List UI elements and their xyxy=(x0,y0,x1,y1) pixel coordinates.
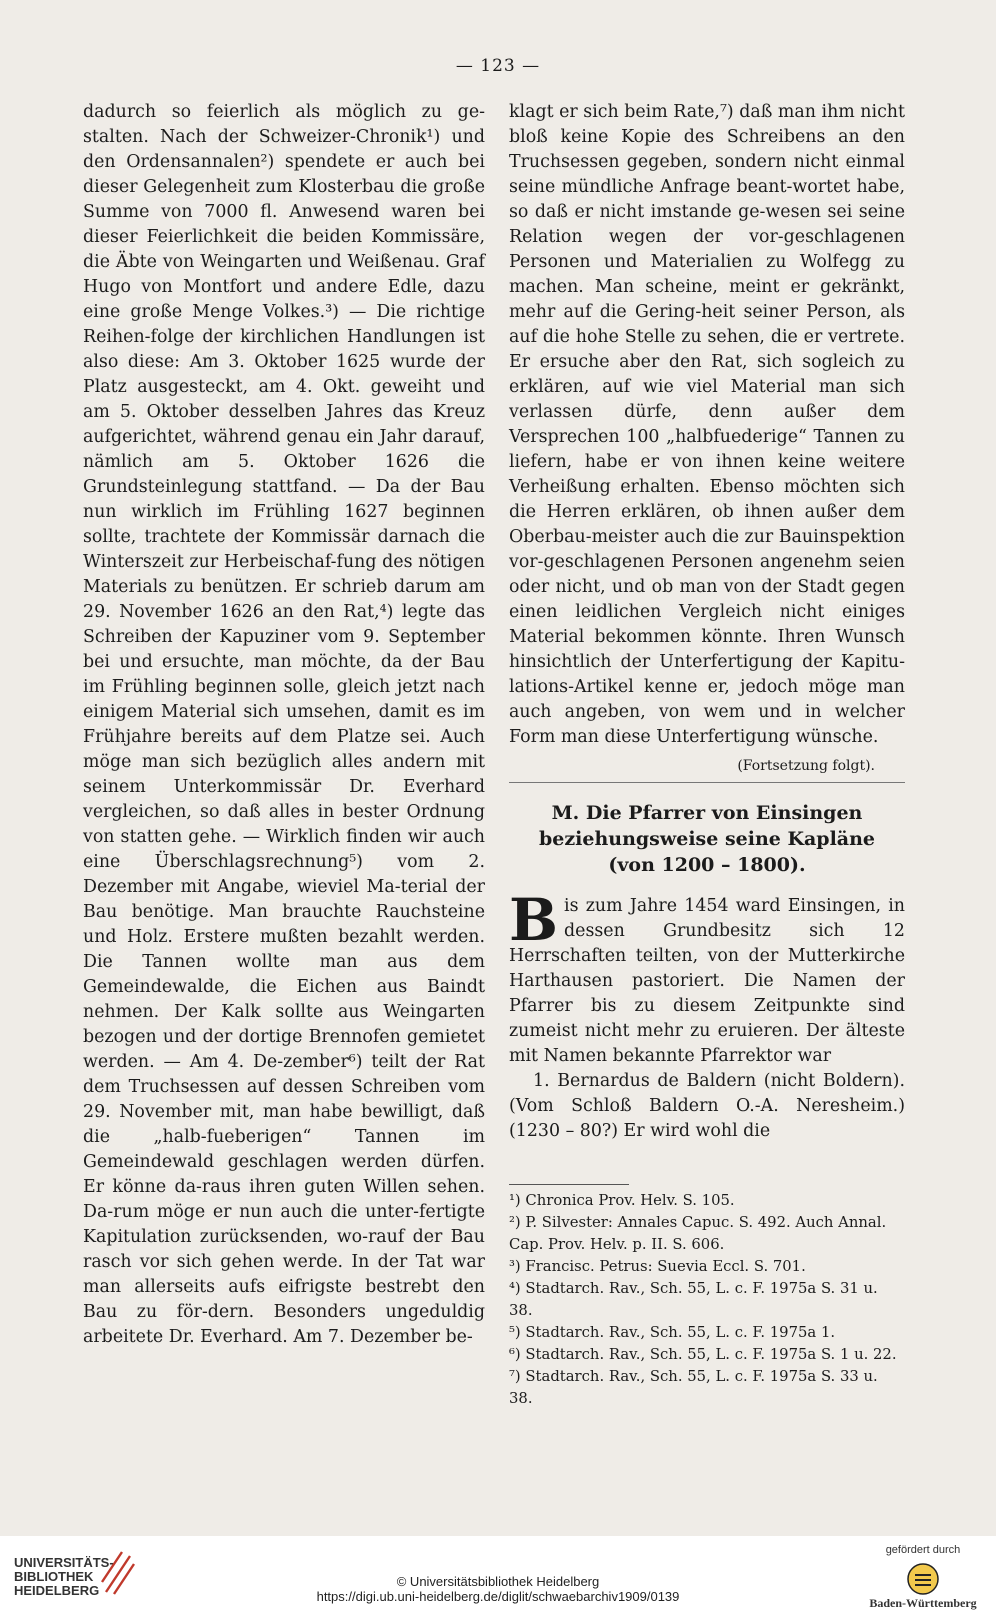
footnote-1: ¹) Chronica Prov. Helv. S. 105. xyxy=(509,1192,735,1209)
footnote-rule xyxy=(509,1184,629,1185)
sponsor-block[interactable] xyxy=(868,1544,978,1611)
footnotes xyxy=(509,1190,905,1410)
page-number: — 123 — xyxy=(455,56,541,76)
viewer-footer xyxy=(0,1536,996,1608)
continued-note: (Fortsetzung folgt). xyxy=(737,758,875,774)
drop-cap-initial: B xyxy=(509,886,559,954)
sponsor-name: Baden-Württemberg xyxy=(869,1596,977,1610)
right-column-text: klagt er sich beim Rate,⁷) daß man ihm nicht bloß keine Kopie des Schreibens an den Truchsessen gegeben, sondern nicht einmal seine mündliche Anfrage beant-wortet habe, so daß er nicht imstande ge-wesen sei seine Relation wegen der vor-geschlagenen Personen und Materialien zu Wolfegg zu machen. Man scheine, meint er gekränkt, mehr auf die Gering-heit seiner Person, als auf die hohe Stelle zu sehen, die er vertrete. Er ersuche aber den Rat, sich sogleich zu erklären, auf wie viel Material man sich verlassen dürfe, denn außer dem Versprechen 100 „halbfuederige“ Tannen zu liefern, habe er von ihnen keine weitere Verheißung erhalten. Ebenso möchten sich die Herren erklären, ob ihnen außer dem Oberbau-meister auch die zur Bauinspektion vor-geschlagenen Personen angenehm seien oder nicht, und ob man von der Stadt gegen einen leidlichen Vergleich nicht einiges Material bekommen könnte. Ihren Wunsch hinsichtlich der Unterfertigung der Kapitu-lations-Artikel kenne er, jedoch möge man auch angeben, von wem und in welcher Form man diese Unterfertigung wünsche. xyxy=(509,102,905,747)
sponsor-label: gefördert durch xyxy=(885,1544,961,1556)
coat-of-arms-icon xyxy=(906,1562,940,1596)
library-name-line-3: HEIDELBERG xyxy=(14,1583,100,1598)
section-intro-text: is zum Jahre 1454 ward Einsingen, in dessen Grundbesitz sich 12 Herrschaften teilten, von der Mutterkirche Harthausen pastoriert. Die Namen der Pfarrer bis zu diesem Zeitpunkte sind zumeist nicht mehr zu eruieren. Der älteste mit Namen bekannte Pfarrektor war xyxy=(509,896,905,1066)
footnote-6: ⁶) Stadtarch. Rav., Sch. 55, L. c. F. 1975a S. 1 u. 22. xyxy=(509,1346,897,1363)
section-title-line-1: M. Die Pfarrer von Einsingen xyxy=(551,802,863,824)
footnote-7: ⁷) Stadtarch. Rav., Sch. 55, L. c. F. 1975a S. 33 u. 38. xyxy=(509,1368,878,1407)
library-name-line-2: BIBLIOTHEK xyxy=(14,1569,94,1584)
left-column-text: dadurch so feierlich als möglich zu ge-stalten. Nach der Schweizer-Chronik¹) und den Ordensannalen²) spendete er auch bei dieser Gelegenheit zum Klosterbau die große Summe von 7000 fl. Anwesend waren bei dieser Feierlichkeit die beiden Kommissäre, die Äbte von Weingarten und Weißenau. Graf Hugo von Montfort und andere Edle, dazu eine große Menge Volkes.³) — Die richtige Reihen-folge der kirchlichen Handlungen ist also diese: Am 3. Oktober 1625 wurde der Platz ausgesteckt, am 4. Okt. geweiht und am 5. Oktober desselben Jahres das Kreuz aufgerichtet, während genau ein Jahr darauf, nämlich am 5. Oktober 1626 die Grundsteinlegung stattfand. — Da der Bau nun wirklich im Frühling 1627 beginnen sollte, trachtete der Kommissär darnach die Winterszeit zur Herbeischaf-fung des nötigen Materials zu benützen. Er schrieb darum am 29. November 1626 an den Rat,⁴) legte das Schreiben der Kapuziner vom 9. September bei und ersuchte, man möchte, da der Bau im Frühling beginnen solle, gleich jetzt nach einigem Material sich umsehen, damit es im Frühjahre bereits auf dem Platze sei. Auch möge man sich bezüglich alles andern mit seinem Unterkommissär Dr. Everhard vergleichen, so daß alles in bester Ordnung von statten gehe. — Wirklich finden wir auch eine Überschlagsrechnung⁵) vom 2. Dezember mit Angabe, wieviel Ma-terial der Bau benötige. Man brauchte Rauchsteine und Holz. Erstere mußten bezahlt werden. Die Tannen wollte man aus dem Gemeindewalde, die Eichen aus Baindt nehmen. Der Kalk sollte aus Weingarten bezogen und der dortige Brennofen gemietet werden. — Am 4. De-zember⁶) teilt der Rat dem Truchsessen auf dessen Schreiben vom 29. November mit, man habe bewilligt, daß die „halb-fueberigen“ Tannen im Gemeindewald geschlagen werden dürfen. Er könne da-raus ihren guten Willen sehen. Da-rum möge er nun auch die unter-fertigte Kapitulation zurücksenden, wo-rauf der Bau rasch vor sich gehen werde. In der Tat war man allerseits aufs eifrigste bestrebt den Bau zu för-dern. Besonders ungeduldig arbeitete Dr. Everhard. Am 7. Dezember be- xyxy=(83,102,485,1347)
section-divider xyxy=(509,782,905,783)
pastor-entry-1: 1. Bernardus de Baldern (nicht Boldern). (Vom Schloß Baldern O.-A. Neresheim.) (1230 – 80?) Er wird wohl die xyxy=(509,1071,905,1141)
library-name-line-1: UNIVERSITÄTS- xyxy=(14,1555,114,1570)
section-title-line-3: (von 1200 – 1800). xyxy=(608,854,806,876)
section-title xyxy=(509,800,905,878)
footnote-3: ³) Francisc. Petrus: Suevia Eccl. S. 701. xyxy=(509,1258,806,1275)
left-column xyxy=(83,100,485,1350)
permalink[interactable]: https://digi.ub.uni-heidelberg.de/diglit/schwaebarchiv1909/0139 xyxy=(316,1589,680,1604)
section-body xyxy=(509,886,905,1144)
section-intro xyxy=(509,886,905,1069)
footnote-5: ⁵) Stadtarch. Rav., Sch. 55, L. c. F. 1975a 1. xyxy=(509,1324,836,1341)
footnote-2: ²) P. Silvester: Annales Capuc. S. 492. Auch Annal. Cap. Prov. Helv. p. II. S. 606. xyxy=(509,1214,887,1253)
copyright-text: © Universitätsbibliothek Heidelberg xyxy=(396,1574,600,1589)
right-column xyxy=(509,100,905,779)
copyright-block xyxy=(0,1574,996,1604)
section-title-line-2: beziehungsweise seine Kapläne xyxy=(538,828,876,850)
footnote-4: ⁴) Stadtarch. Rav., Sch. 55, L. c. F. 1975a S. 31 u. 38. xyxy=(509,1280,878,1319)
